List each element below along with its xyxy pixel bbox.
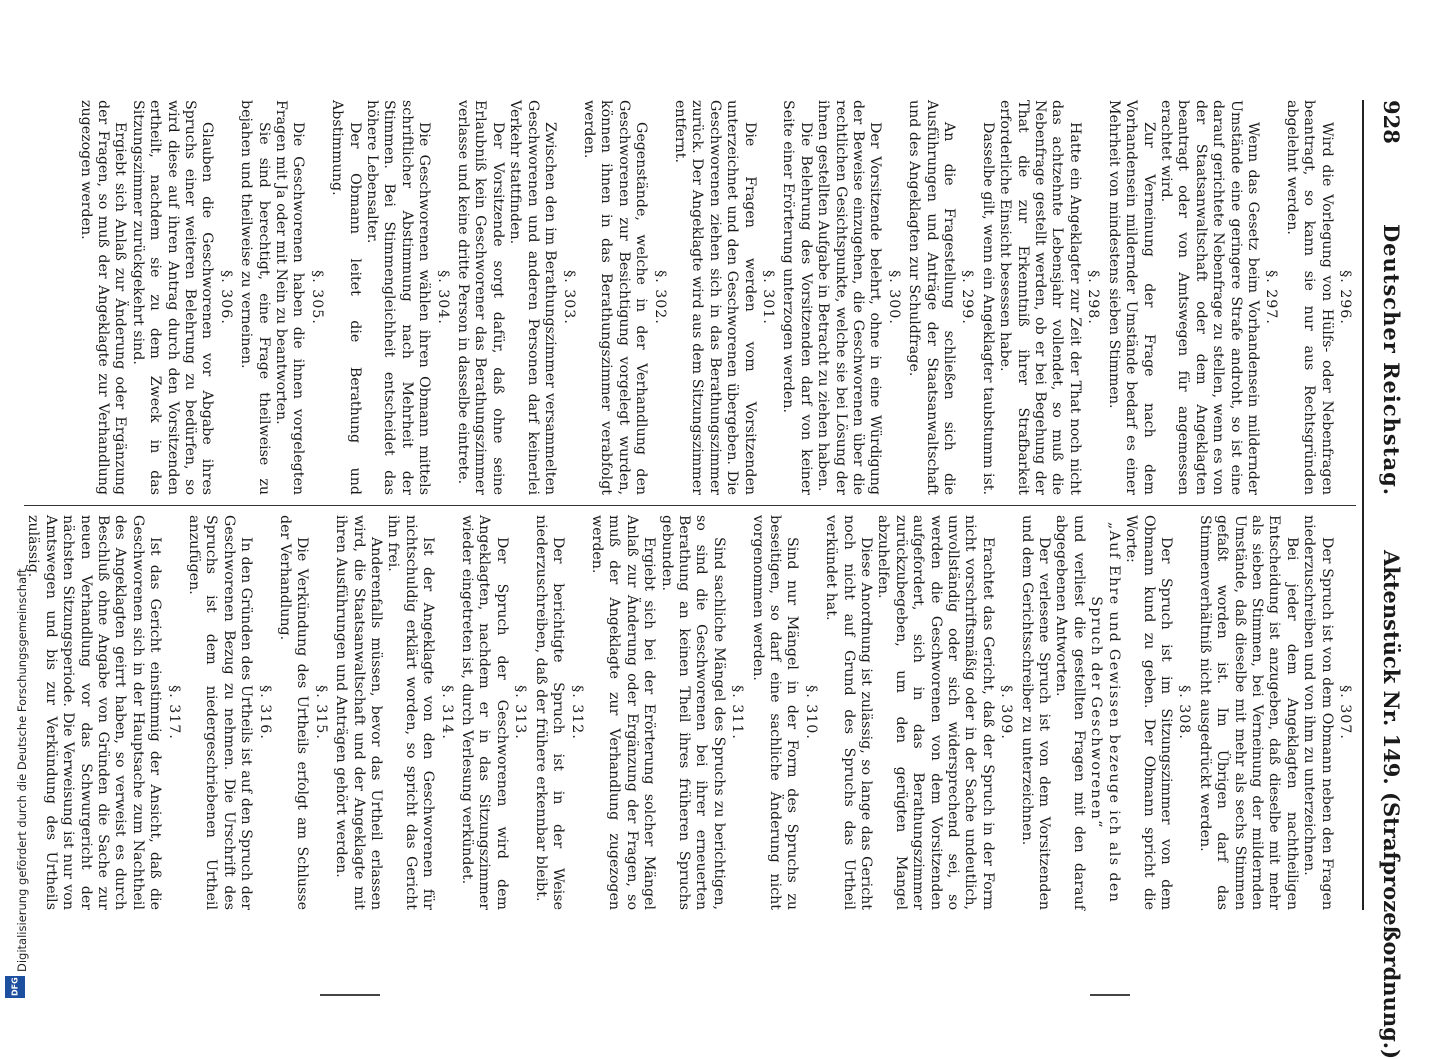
paragraph: Wenn das Gesetz beim Vorhandensein mildernder Umstände eine geringere Strafe androht, so ist eine darauf gerichtete Nebenfrage zu stellen, wenn es von der Staatsanwaltschaft oder dem Angeklagten beantragt oder von Amtswegen für angemessen erachtet wird. — [1157, 100, 1261, 495]
paragraph: Die Belehrung des Vorsitzenden darf von keiner Seite einer Erörterung unterzogen werden. — [780, 100, 814, 495]
digitization-credit — [3, 568, 29, 1000]
section-heading: §. 298. — [1085, 270, 1102, 325]
paragraph: Der verlesene Spruch ist von dem Vorsitzenden und dem Gerichtsschreiber zu unterzeichnen. — [1018, 515, 1053, 910]
section-heading: §. 297. — [1263, 270, 1280, 325]
paragraph: Der Spruch ist im Sitzungszimmer von dem Obmann kund zu geben. Der Obmann spricht die Worte: — [1123, 515, 1174, 910]
section-heading: §. 307. — [1337, 685, 1353, 740]
paragraph: Die Fragen werden vom Vorsitzenden unterzeichnet und den Geschworenen übergeben. Die Geschworenen ziehen sich in das Berathungszimmer zurück. Der Angeklagte wird aus dem Sitzungszimmer entfernt. — [671, 100, 758, 495]
paragraph: Der Spruch der Geschworenen wird dem Angeklagten, nachdem er in das Sitzungszimmer wieder eingetreten ist, durch Verlesung verkündet. — [459, 515, 510, 910]
scan-mark — [320, 994, 380, 996]
scan-mark — [1090, 994, 1130, 996]
paragraph: Ist der Angeklagte von den Geschworenen für nichtschuldig erklärt worden, so spricht das Gericht ihn frei. — [385, 515, 437, 910]
section-heading: §. 296. — [1337, 270, 1353, 325]
paragraph: Dasselbe gilt, wenn ein Angeklagter taubstumm ist. — [979, 122, 996, 495]
paragraph: Der berichtigte Spruch ist in der Weise niederzuschreiben, daß der frühere erkennbar bleibt. — [532, 515, 567, 910]
paragraph: Anderenfalls müssen, bevor das Urtheil erlassen wird, die Staatsanwaltschaft und der Angeklagte mit ihren Ausführungen und Anträgen gehört werden. — [333, 515, 385, 910]
paragraph: Bei jeder dem Angeklagten nachtheiligen Entscheidung ist anzugeben, daß dieselbe mit mehr als sieben Stimmen, bei Verneinung der mildernden Umstände, daß dieselbe mit mehr als sechs Stimmen gefaßt worden ist. Im Übrigen darf das Stimmenverhältniß nicht ausgedrückt werden. — [1196, 515, 1300, 910]
page-subtitle: Aktenstück Nr. 149. (Strafprozeßordnung.) — [1379, 550, 1404, 1059]
paragraph: Zwischen den im Berathungszimmer versammelten Geschworenen und anderen Personen darf keinerlei Verkehr stattfinden. — [507, 100, 559, 495]
section-heading: §. 302. — [651, 270, 668, 325]
paragraph: Diese Anordnung ist zulässig, so lange das Gericht noch nicht auf Grund des Spruchs das Urtheil verkündet hat. — [823, 515, 875, 910]
paragraph: Ergiebt sich Anlaß zur Änderung oder Ergänzung der Fragen, so muß der Angeklagte zur Verhandlung zugezogen werden. — [77, 100, 129, 495]
paragraph: Sie sind berechtigt, eine Frage theilweise zu bejahen und theilweise zu verneinen. — [238, 100, 272, 495]
section-heading: §. 304. — [434, 270, 451, 325]
left-column — [24, 100, 1356, 495]
page-header — [1362, 100, 1404, 1059]
paragraph: Sind sachliche Mängel des Spruchs zu berichtigen, so sind die Geschworenen bei ihrer erneuerten Berathung an keinen Theil ihres früheren Spruchs gebunden. — [658, 515, 727, 910]
section-heading: §. 314. — [438, 685, 455, 740]
column-divider — [24, 505, 1356, 506]
credit-text: Digitalisierung gefördert durch die Deutsche Forschungsgemeinschaft — [15, 568, 29, 972]
paragraph: Zur Verneinung der Frage nach dem Vorhandensein mildernder Umstände bedarf es einer Mehrheit von mindestens sieben Stimmen. — [1105, 100, 1157, 495]
page-number: 928 — [1379, 100, 1404, 144]
paragraph: und verliest die gestellten Fragen mit den darauf abgegebenen Antworten. — [1053, 515, 1087, 910]
paragraph: Der Vorsitzende belehrt, ohne in eine Würdigung der Beweise einzugehen, die Geschworenen über die rechtlichen Gesichtspunkte, welche sie bei Lösung der ihnen gestellten Aufgabe in Betracht zu ziehen haben. — [815, 100, 884, 495]
paragraph: Ist das Gericht einstimmig der Ansicht, daß die Geschworenen sich in der Hauptsache zum Nachtheil des Angeklagten geirrt haben, so verweist es durch Beschluß ohne Angabe von Gründen die Sache zur neuen Verhandlung vor das Schwurgericht der nächsten Sitzungsperiode. Die Verweisung ist nur von Amtswegen und bis zur Verkündung des Urtheils zulässig. — [25, 515, 164, 910]
section-heading: §. 311. — [729, 685, 746, 740]
section-heading: §. 303. — [560, 270, 577, 325]
section-heading: §. 301. — [760, 270, 776, 325]
section-heading: §. 313. — [512, 685, 529, 740]
page-title: Deutscher Reichstag. — [1379, 223, 1404, 497]
section-heading: §. 309. — [998, 685, 1015, 740]
section-heading: §. 308. — [1176, 685, 1193, 740]
quoted-oath: „Auf Ehre und Gewissen bezeuge ich als den Spruch der Geschworenen“ — [1088, 521, 1122, 904]
section-heading: §. 316. — [256, 685, 273, 740]
paragraph: Wird die Vorlegung von Hülfs- oder Nebenfragen beantragt, so kann sie nur aus Rechtsgründen abgelehnt werden. — [1283, 100, 1335, 495]
paragraph: Glauben die Geschworenen vor Abgabe ihres Spruchs einer weiteren Belehrung zu bedürfen, so wird diese auf ihren Antrag durch den Vorsitzenden ertheilt, nachdem sie zu dem Zweck in das Sitzungszimmer zurückgekehrt sind. — [129, 100, 216, 495]
paragraph: In den Gründen des Urtheils ist auf den Spruch der Geschworenen Bezug zu nehmen. Die Urschrift des Spruchs ist dem niedergeschriebenen Urtheil anzufügen. — [186, 515, 255, 910]
paragraph: Die Verkündung des Urtheils erfolgt am Schlusse der Verhandlung. — [277, 515, 311, 910]
section-heading: §. 305. — [308, 270, 325, 325]
dfg-logo: DFG — [5, 976, 25, 998]
paragraph: Die Geschworenen haben die ihnen vorgelegten Fragen mit Ja oder mit Nein zu beantworten. — [273, 100, 307, 495]
section-heading: §. 310. — [802, 685, 819, 740]
paragraph: Erachtet das Gericht, daß der Spruch in der Form nicht vorschriftsmäßig oder in der Sache undeutlich, unvollständig oder sich widersprechend sei, so werden die Geschworenen von dem Vorsitzenden aufgefordert, sich in das Berathungszimmer zurückzubegeben, um den gerügten Mangel abzuhelfen. — [875, 515, 996, 910]
paragraph: Hatte ein Angeklagter zur Zeit der That noch nicht das achtzehnte Lebensjahr vollendet, so muß die Nebenfrage gestellt werden, ob er bei Begehung der That die zur Erkenntniß ihrer Strafbarkeit erforderliche Einsicht besessen habe. — [997, 100, 1083, 495]
section-heading: §. 312. — [568, 685, 585, 740]
paragraph: Der Spruch ist von dem Obmann neben den Fragen niederzuschreiben und von ihm zu unterzeichnen. — [1301, 515, 1335, 910]
section-heading: §. 317. — [165, 685, 182, 740]
section-heading: §. 315. — [312, 685, 329, 740]
text-columns — [24, 100, 1356, 910]
paragraph: An die Fragestellung schließen sich die Ausführungen und Anträge der Staatsanwaltschaft und des Angeklagten zur Schuldfrage. — [906, 100, 958, 495]
right-column — [24, 515, 1356, 910]
paragraph: Gegenstände, welche in der Verhandlung den Geschworenen zur Besichtigung vorgelegt wurden, können ihnen in das Berathungszimmer verabfolgt werden. — [580, 100, 650, 495]
section-heading: §. 306. — [217, 270, 234, 325]
section-heading: §. 299. — [959, 270, 976, 325]
paragraph: Der Obmann leitet die Berathung und Abstimmung. — [329, 100, 363, 495]
section-heading: §. 300. — [885, 270, 902, 325]
paragraph: Ergiebt sich bei der Erörterung solcher Mängel Anlaß zur Änderung oder Ergänzung der Fragen, so muß der Angeklagte zur Verhandlung zugezogen werden. — [588, 515, 658, 910]
paragraph: Die Geschworenen wählen ihren Obmann mittels schriftlicher Abstimmung nach Mehrheit der Stimmen. Bei Stimmengleichheit entscheidet das höhere Lebensalter. — [364, 100, 433, 495]
paragraph: Der Vorsitzende sorgt dafür, daß ohne seine Erlaubniß kein Geschworener das Berathungszimmer verlasse und keine dritte Person in dasselbe eintrete. — [455, 100, 506, 495]
paragraph: Sind nur Mängel in der Form des Spruchs zu beseitigen, so darf eine sachliche Änderung nicht vorgenommen werden. — [749, 515, 801, 910]
